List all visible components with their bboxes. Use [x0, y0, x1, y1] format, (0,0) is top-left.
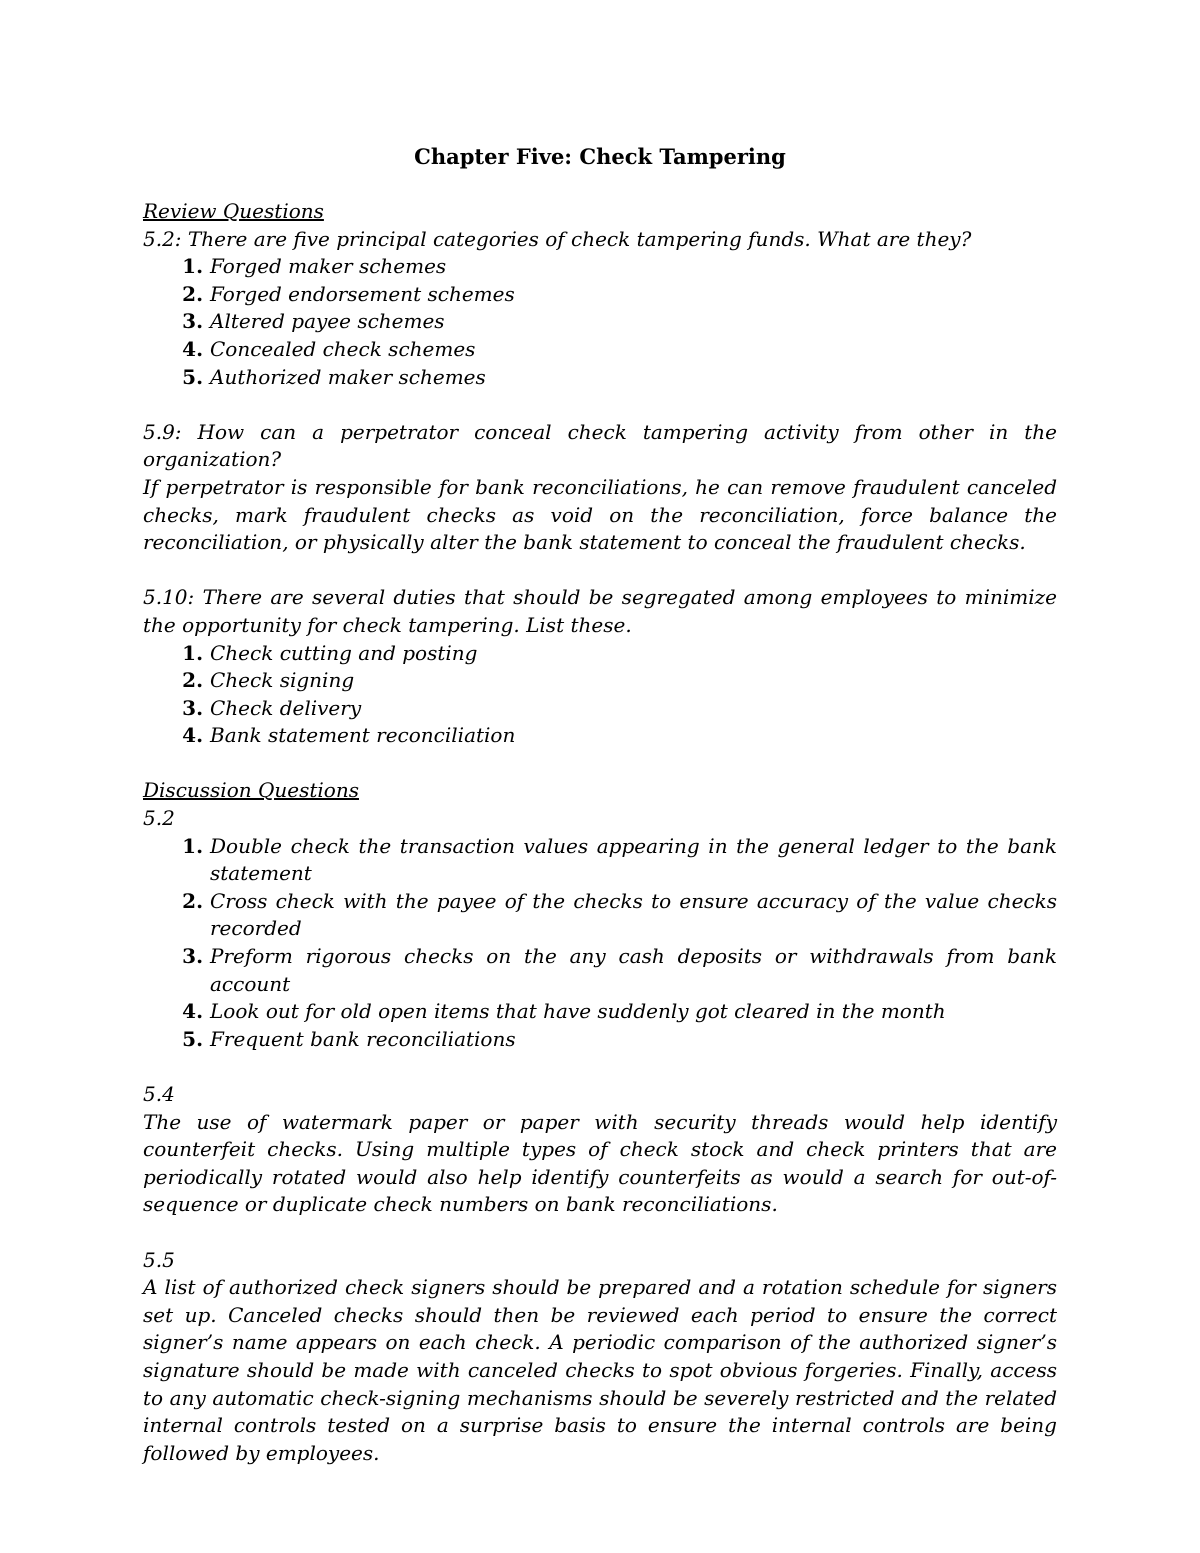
discussion-5-5-number: 5.5 — [143, 1247, 175, 1272]
spacer — [143, 557, 1057, 585]
list-item: 1. Forged maker schemes — [210, 253, 1057, 281]
spacer — [143, 750, 1057, 778]
discussion-5-2-number: 5.2 — [143, 806, 175, 831]
list-item: 2. Check signing — [210, 667, 1057, 695]
answer-5-9: If perpetrator is responsible for bank reconciliations, he can remove fraudulent canceled checks, mark fraudulent checks as void on the reconciliation, force balance the reconciliation, or physically alter the bank statement to conceal the fraudulent checks. — [143, 474, 1057, 555]
list-item: 4. Look out for old open items that have suddenly got cleared in the month — [210, 998, 1057, 1026]
list-item: 3. Altered payee schemes — [210, 308, 1057, 336]
discussion-questions-heading: Discussion Questions — [143, 778, 359, 803]
discussion-5-4-number: 5.4 — [143, 1082, 175, 1106]
list-item: 1. Check cutting and posting — [210, 640, 1057, 668]
question-5-10: 5.10: There are several duties that should be segregated among employees to minimize the opportunity for check tampering. List these. — [143, 585, 1057, 637]
question-5-2-answer-list — [143, 253, 1057, 391]
list-item: 2. Forged endorsement schemes — [210, 281, 1057, 309]
list-item: 5. Frequent bank reconciliations — [210, 1026, 1057, 1054]
question-5-9: 5.9: How can a perpetrator conceal check tampering activity from other in the organization? — [143, 419, 1057, 472]
list-item: 3. Check delivery — [210, 695, 1057, 723]
list-item: 1. Double check the transaction values appearing in the general ledger to the bank statement — [210, 833, 1057, 888]
list-item: 4. Concealed check schemes — [210, 336, 1057, 364]
discussion-5-2-answer-list — [143, 833, 1057, 1054]
question-5-2: 5.2: There are five principal categories of check tampering funds. What are they? — [143, 226, 972, 251]
review-questions-heading: Review Questions — [143, 199, 324, 223]
list-item: 5. Authorized maker schemes — [210, 364, 1057, 392]
page-title: Chapter Five: Check Tampering — [414, 144, 786, 169]
list-item: 3. Preform rigorous checks on the any cash deposits or withdrawals from bank account — [210, 943, 1057, 998]
discussion-5-5-answer: A list of authorized check signers should be prepared and a rotation schedule for signers set up. Canceled checks should then be reviewed each period to ensure the correct signer’s name appears on each check. A periodic comparison of the authorized signer’s signature should be made with canceled checks to spot obvious forgeries. Finally, access to any automatic check-signing mechanisms should be severely restricted and the related internal controls tested on a surprise basis to ensure the internal controls are being followed by employees. — [143, 1275, 1057, 1465]
spacer — [143, 1053, 1057, 1081]
discussion-5-4-answer: The use of watermark paper or paper with security threads would help identify counterfeit checks. Using multiple types of check stock and check printers that are periodically rotated would also help identify counterfeits as would a search for out-of-sequence or duplicate check numbers on bank reconciliations. — [143, 1109, 1057, 1217]
list-item: 4. Bank statement reconciliation — [210, 722, 1057, 750]
spacer — [143, 1219, 1057, 1247]
list-item: 2. Cross check with the payee of the checks to ensure accuracy of the value checks recorded — [210, 888, 1057, 943]
question-5-10-answer-list — [143, 640, 1057, 750]
spacer — [143, 391, 1057, 419]
